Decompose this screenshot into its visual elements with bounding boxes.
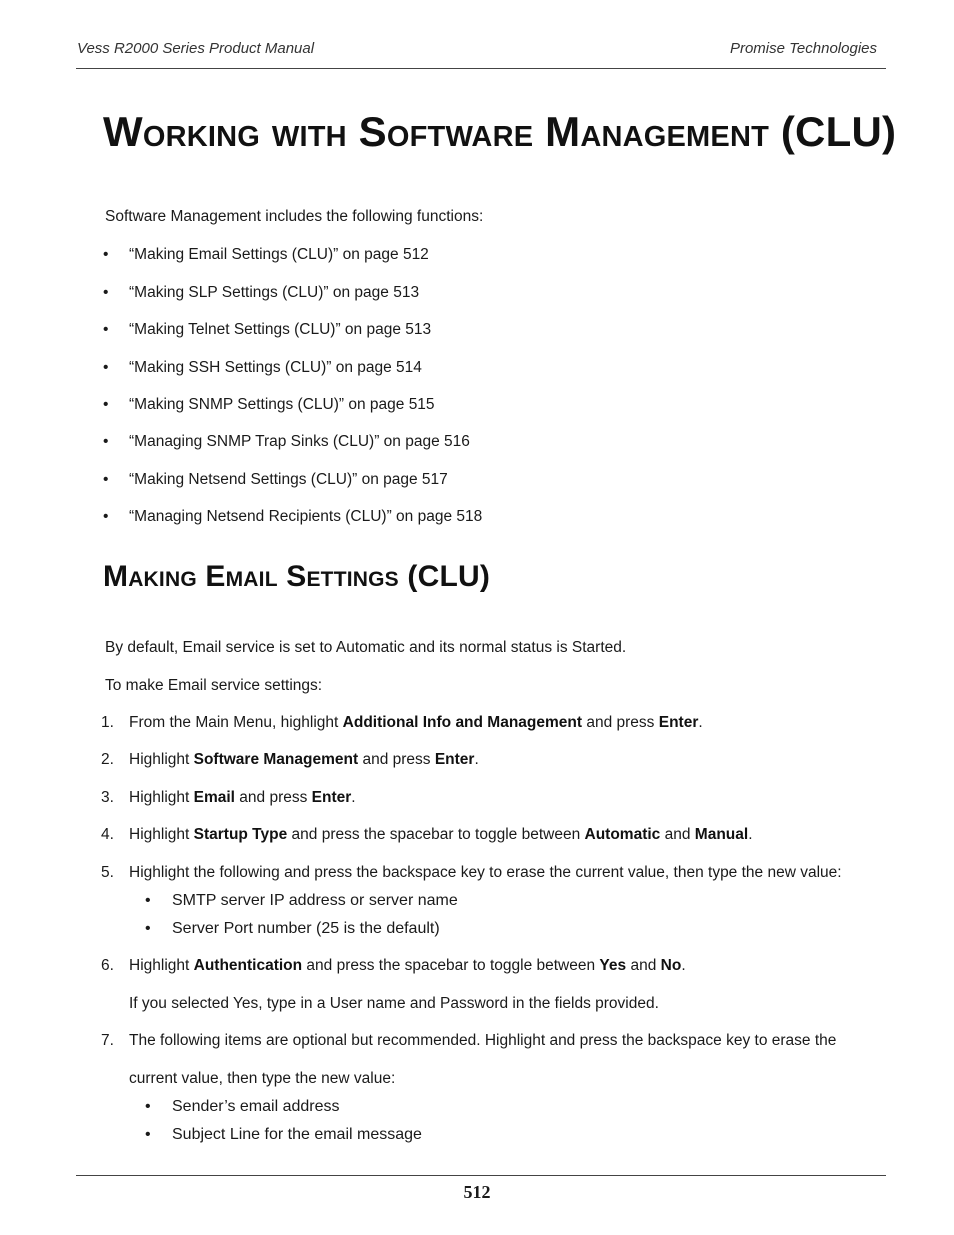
header-rule [76,68,886,69]
step-7-item-2: • Subject Line for the email message [145,1126,422,1143]
toc-item-snmp-trap-sinks[interactable]: • “Managing SNMP Trap Sinks (CLU)” on page 516 [103,433,470,450]
page-title: Working with Software Management (CLU) [103,108,897,155]
toc-item-telnet[interactable]: • “Making Telnet Settings (CLU)” on page 513 [103,321,432,338]
toc-item-ssh[interactable]: • “Making SSH Settings (CLU)” on page 514 [103,359,422,376]
toc-item-slp[interactable]: • “Making SLP Settings (CLU)” on page 513 [103,284,420,301]
footer-rule [76,1175,886,1176]
running-header-right: Promise Technologies [729,40,877,57]
step-6: 6. Highlight Authentication and press the spacebar to toggle between Yes and No. [101,957,686,974]
toc-item-email[interactable]: • “Making Email Settings (CLU)” on page 512 [103,246,429,263]
section-paragraph-1: By default, Email service is set to Automatic and its normal status is Started. [105,639,627,656]
step-5-item-2: • Server Port number (25 is the default) [145,920,440,937]
step-2: 2. Highlight Software Management and press Enter. [101,751,479,768]
toc-item-snmp[interactable]: • “Making SNMP Settings (CLU)” on page 515 [103,396,435,413]
intro-paragraph: Software Management includes the following functions: [105,208,484,225]
running-header-left: Vess R2000 Series Product Manual [77,40,315,57]
step-5-item-1: • SMTP server IP address or server name [145,892,458,909]
section-paragraph-2: To make Email service settings: [105,677,323,694]
step-6-note: If you selected Yes, type in a User name and Password in the fields provided. [129,995,659,1012]
step-4: 4. Highlight Startup Type and press the spacebar to toggle between Automatic and Manual. [101,826,753,843]
step-7: 7. The following items are optional but recommended. Highlight and press the backspace key to erase the [101,1032,837,1049]
step-7-item-1: • Sender’s email address [145,1098,340,1115]
page-number: 512 [463,1182,491,1202]
toc-item-netsend[interactable]: • “Making Netsend Settings (CLU)” on page 517 [103,471,448,488]
step-3: 3. Highlight Email and press Enter. [101,789,356,806]
step-1: 1. From the Main Menu, highlight Additional Info and Management and press Enter. [101,714,703,731]
section-title: Making Email Settings (CLU) [103,560,491,593]
step-7-continuation: current value, then type the new value: [129,1070,396,1087]
step-5: 5. Highlight the following and press the backspace key to erase the current value, then type the new value: [101,864,842,881]
toc-item-netsend-recipients[interactable]: • “Managing Netsend Recipients (CLU)” on page 518 [103,508,483,525]
